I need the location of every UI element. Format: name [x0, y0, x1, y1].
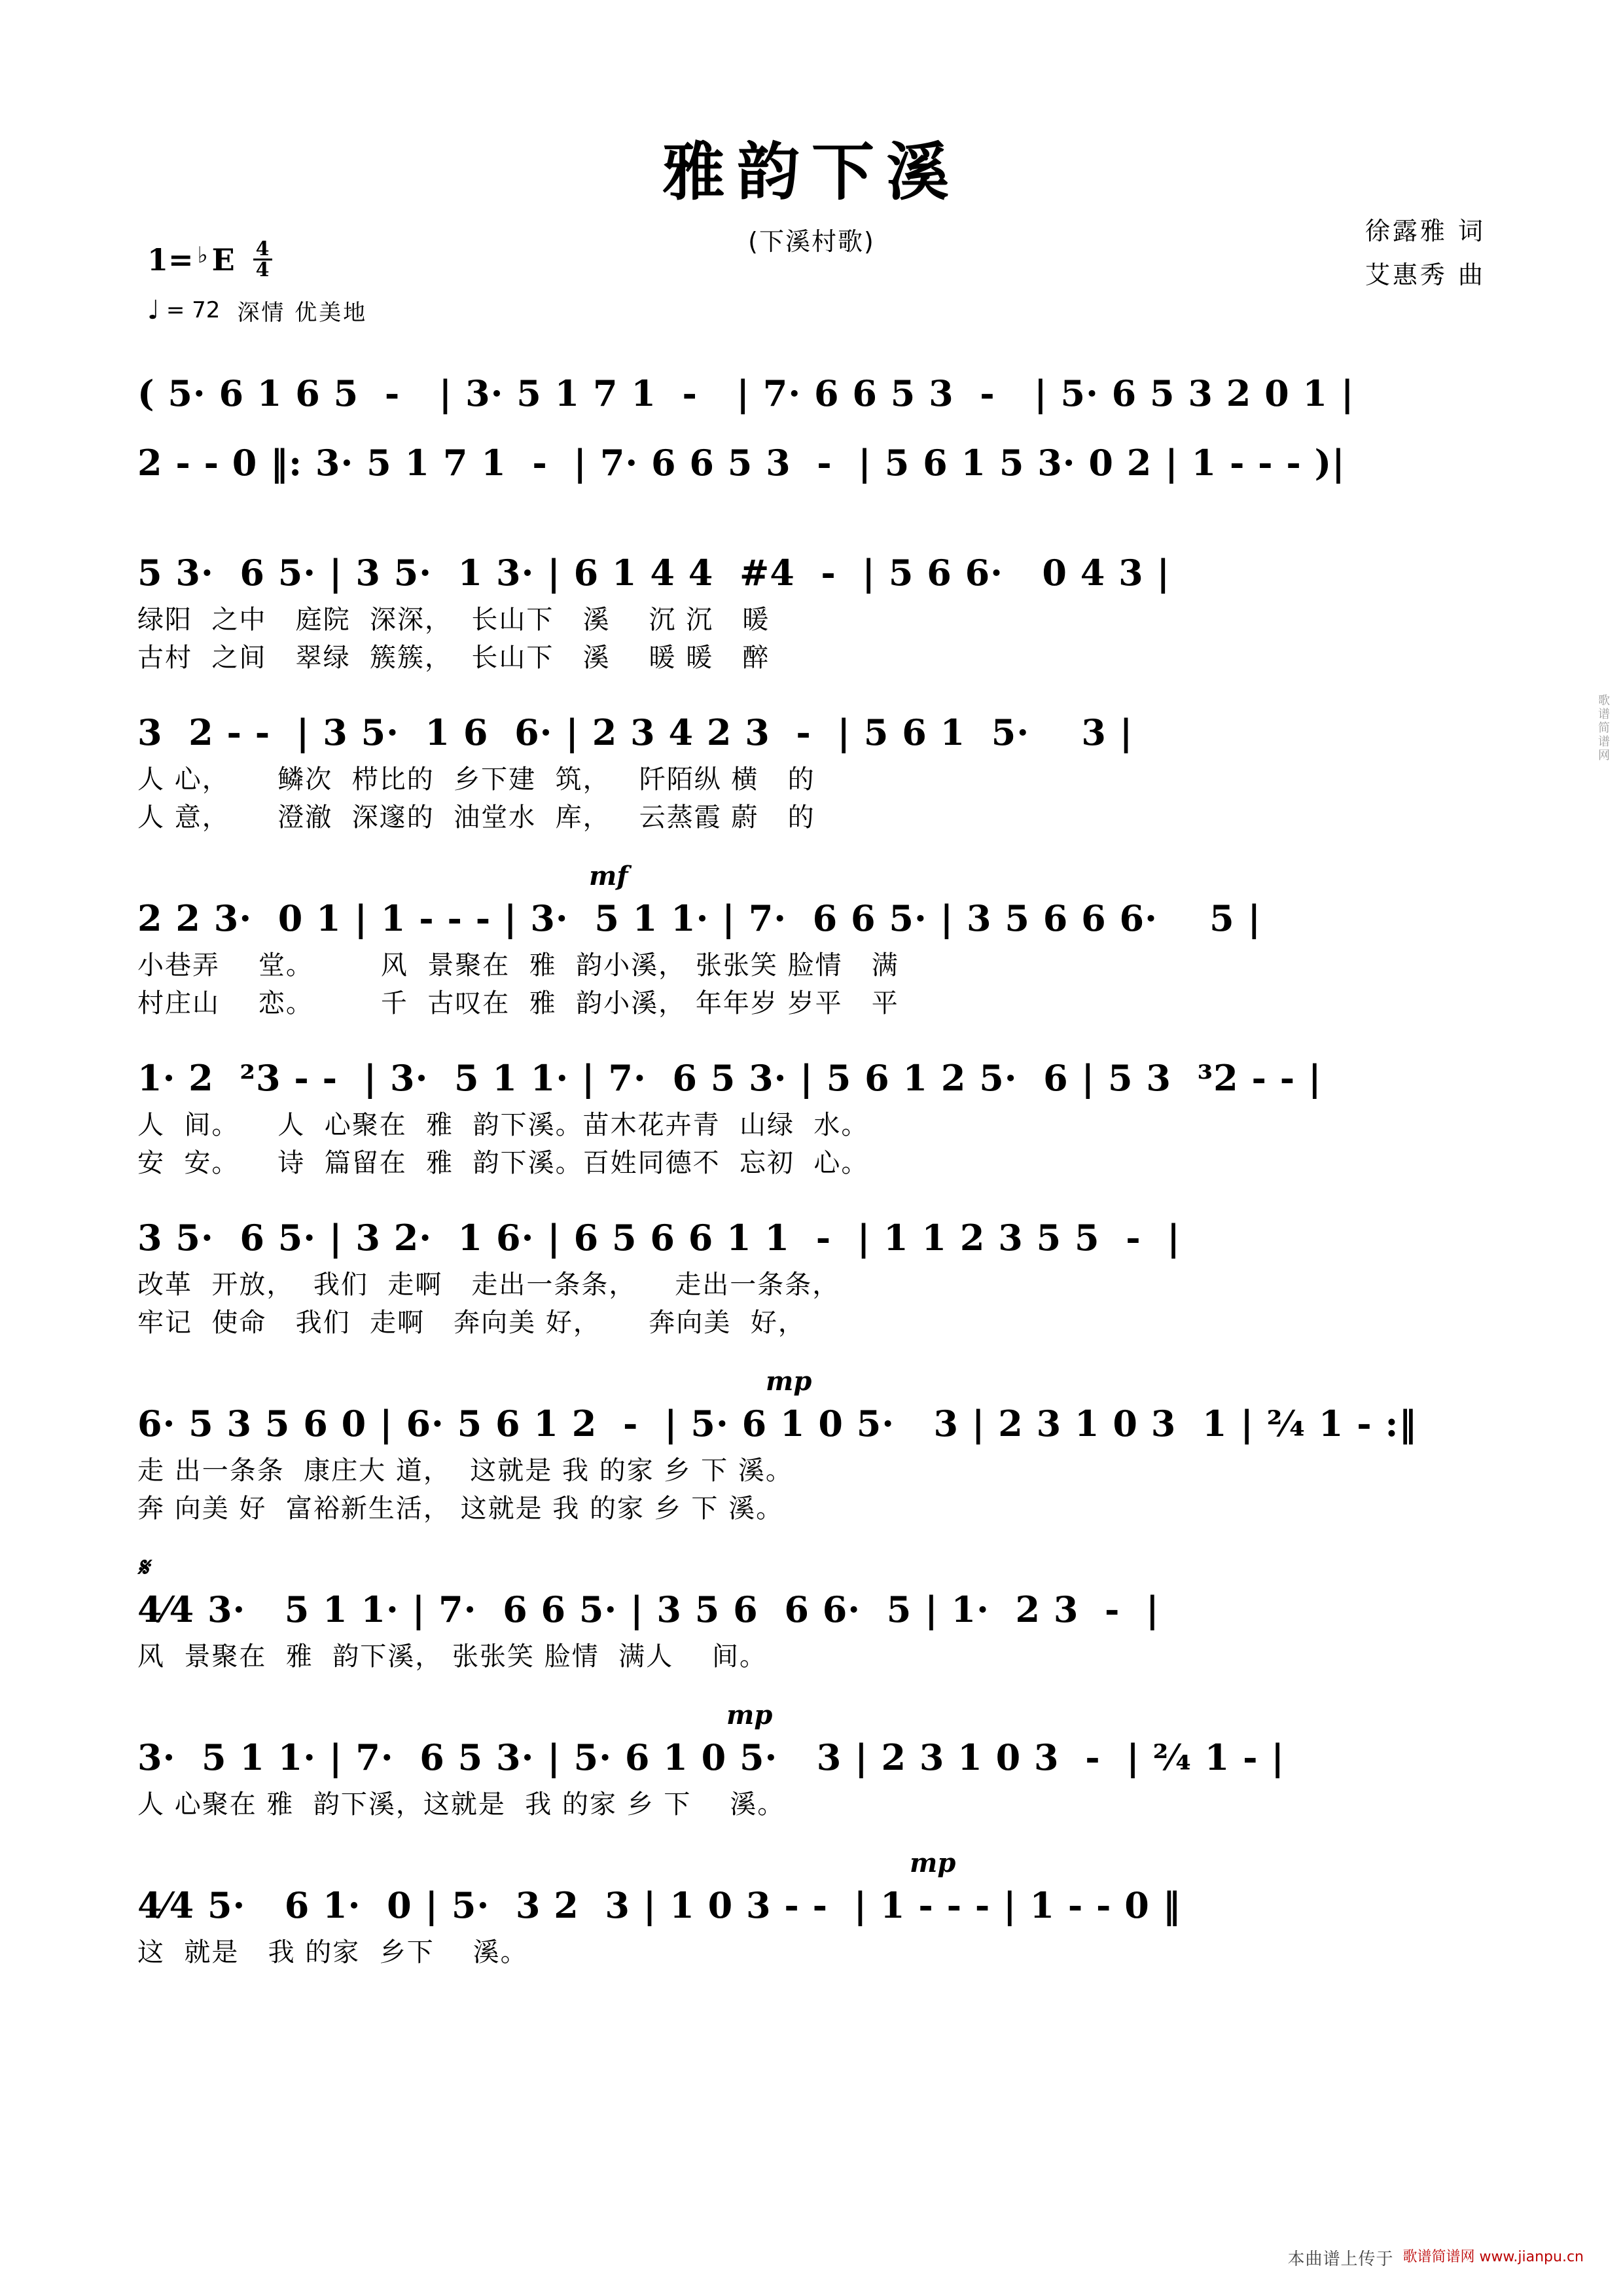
dynamic-marking [137, 520, 1486, 546]
system-chorus-2 [0, 1366, 1623, 1528]
system-intro-2 [0, 436, 1623, 491]
side-watermark: 歌谱简谱网 [1596, 694, 1610, 762]
notation-row: ( 5· 6 1 6 5 - | 3· 5 1 7 1 - | 7· 6 6 5 3 - | 5· 6 5 3 2 0 1 | [137, 372, 1355, 415]
lyric-row-verse-2: 人 意， 澄澈 深邃的 油堂水 库， 云蒸霞 蔚 的 [137, 802, 815, 833]
notation-row: 3 5· 6 5· | 3 2· 1 6· | 6 5 6 6 1 1 - | 1 1 2 3 5 5 - | [137, 1217, 1181, 1259]
meter-numerator: 4 [253, 240, 272, 260]
lyric-row-verse-1: 风 景聚在 雅 韵下溪， 张张笑 脸情 满人 间。 [137, 1641, 768, 1672]
lyric-row-verse-1: 人 心聚在 雅 韵下溪，这就是 我 的家 乡 下 溪。 [137, 1789, 785, 1820]
key-signature [147, 238, 367, 283]
system-coda-1 [0, 1552, 1623, 1676]
lyric-row-verse-1: 改革 开放， 我们 走啊 走出一条条， 走出一条条， [137, 1270, 840, 1300]
notation-row: 4⁄4 3· 5 1 1· | 7· 6 6 5· | 3 5 6 6 6· 5 | 1· 2 3 - | [137, 1588, 1160, 1631]
flat-sign: ♭ [197, 242, 208, 268]
music-systems [0, 340, 1623, 1978]
lyric-row-verse-2: 奔 向美 好 富裕新生活， 这就是 我 的家 乡 下 溪。 [137, 1494, 784, 1524]
footer-watermark [1287, 2246, 1584, 2270]
dynamic-marking: mf [589, 861, 628, 891]
key-letter: E [211, 242, 235, 278]
dynamic-marking: mp [910, 1848, 956, 1878]
lyricist: 徐露雅 词 [1364, 217, 1486, 245]
tempo-marking [147, 295, 367, 327]
system-verse-2 [0, 706, 1623, 836]
notation-row: 2 - - 0 ‖: 3· 5 1 7 1 - | 7· 6 6 5 3 - | 5 6 1 5 3· 0 2 | 1 - - - )| [137, 442, 1346, 484]
meter-denominator: 4 [255, 259, 270, 282]
key-tempo-block [147, 238, 368, 327]
notation-row: 4⁄4 5· 6 1· 0 | 5· 3 2 3 | 1 0 3 - - | 1 - - - | 1 - - 0 ‖ [137, 1884, 1181, 1927]
system-coda-3 [0, 1848, 1623, 1971]
lyric-row-verse-2: 古村 之间 翠绿 簇簇， 长山下 溪 暖 暖 醉 [137, 643, 770, 673]
lyric-row-verse-1: 绿阳 之中 庭院 深深， 长山下 溪 沉 沉 暖 [137, 605, 770, 635]
notation-row: 5 3· 6 5· | 3 5· 1 3· | 6 1 4 4 #4 - | 5 6 6· 0 4 3 | [137, 552, 1171, 594]
system-verse-3 [0, 861, 1623, 1022]
dynamic-marking [137, 340, 1486, 367]
segno-sign: 𝄋 [137, 1552, 149, 1583]
page-title: 雅韵下溪 [662, 135, 961, 209]
footer-note: 本曲谱上传于 [1287, 2250, 1394, 2269]
notation-row: 2 2 3· 0 1 | 1 - - - | 3· 5 1 1· | 7· 6 6 5· | 3 5 6 6 6· 5 | [137, 897, 1262, 940]
system-verse-1 [0, 520, 1623, 677]
system-verse-4 [0, 1051, 1623, 1182]
dynamic-marking: mp [766, 1366, 812, 1397]
composer: 艾惠秀 曲 [1364, 260, 1486, 289]
quarter-note-icon: ♩ [147, 295, 160, 326]
dynamic-marking: mp [726, 1700, 773, 1731]
subtitle: (下溪村歌) [748, 226, 875, 256]
lyric-row-verse-1: 人 间。 人 心聚在 雅 韵下溪。苗木花卉青 山绿 水。 [137, 1110, 869, 1140]
notation-row: 6· 5 3 5 6 0 | 6· 5 6 1 2 - | 5· 6 1 0 5· 3 | 2 3 1 0 3 1 | ²⁄₄ 1 - :‖ [137, 1403, 1418, 1445]
credits [1365, 209, 1486, 296]
lyric-row-verse-2: 安 安。 诗 篇留在 雅 韵下溪。百姓同德不 忘初 心。 [137, 1148, 869, 1178]
lyric-row-verse-1: 这 就是 我 的家 乡下 溪。 [137, 1937, 528, 1967]
lyric-row-verse-1: 人 心， 鳞次 栉比的 乡下建 筑， 阡陌纵 横 的 [137, 764, 815, 795]
system-chorus-1 [0, 1211, 1623, 1342]
system-intro-1 [0, 340, 1623, 422]
key-label: 1= [147, 242, 194, 278]
notation-row: 1· 2 ²3 - - | 3· 5 1 1· | 7· 6 5 3· | 5 6 1 2 5· 6 | 5 3 ³2 - - | [137, 1057, 1322, 1100]
lyric-row-verse-1: 小巷弄 堂。 风 景聚在 雅 韵小溪， 张张笑 脸情 满 [137, 950, 899, 980]
expression-marking: 深情 优美地 [237, 299, 368, 326]
notation-row: 3· 5 1 1· | 7· 6 5 3· | 5· 6 1 0 5· 3 | 2 3 1 0 3 - | ²⁄₄ 1 - | [137, 1736, 1285, 1779]
system-coda-2 [0, 1700, 1623, 1823]
tempo-value: = 72 [166, 297, 221, 324]
time-signature [253, 240, 272, 280]
site-watermark: 歌谱简谱网 www.jianpu.cn [1402, 2249, 1584, 2266]
lyric-row-verse-1: 走 出一条条 康庄大 道， 这就是 我 的家 乡 下 溪。 [137, 1456, 793, 1486]
notation-row: 3 2 - - | 3 5· 1 6 6· | 2 3 4 2 3 - | 5 6 1 5· 3 | [137, 711, 1133, 754]
lyric-row-verse-2: 村庄山 恋。 千 古叹在 雅 韵小溪， 年年岁 岁平 平 [137, 988, 899, 1018]
lyric-row-verse-2: 牢记 使命 我们 走啊 奔向美 好， 奔向美 好， [137, 1308, 806, 1338]
